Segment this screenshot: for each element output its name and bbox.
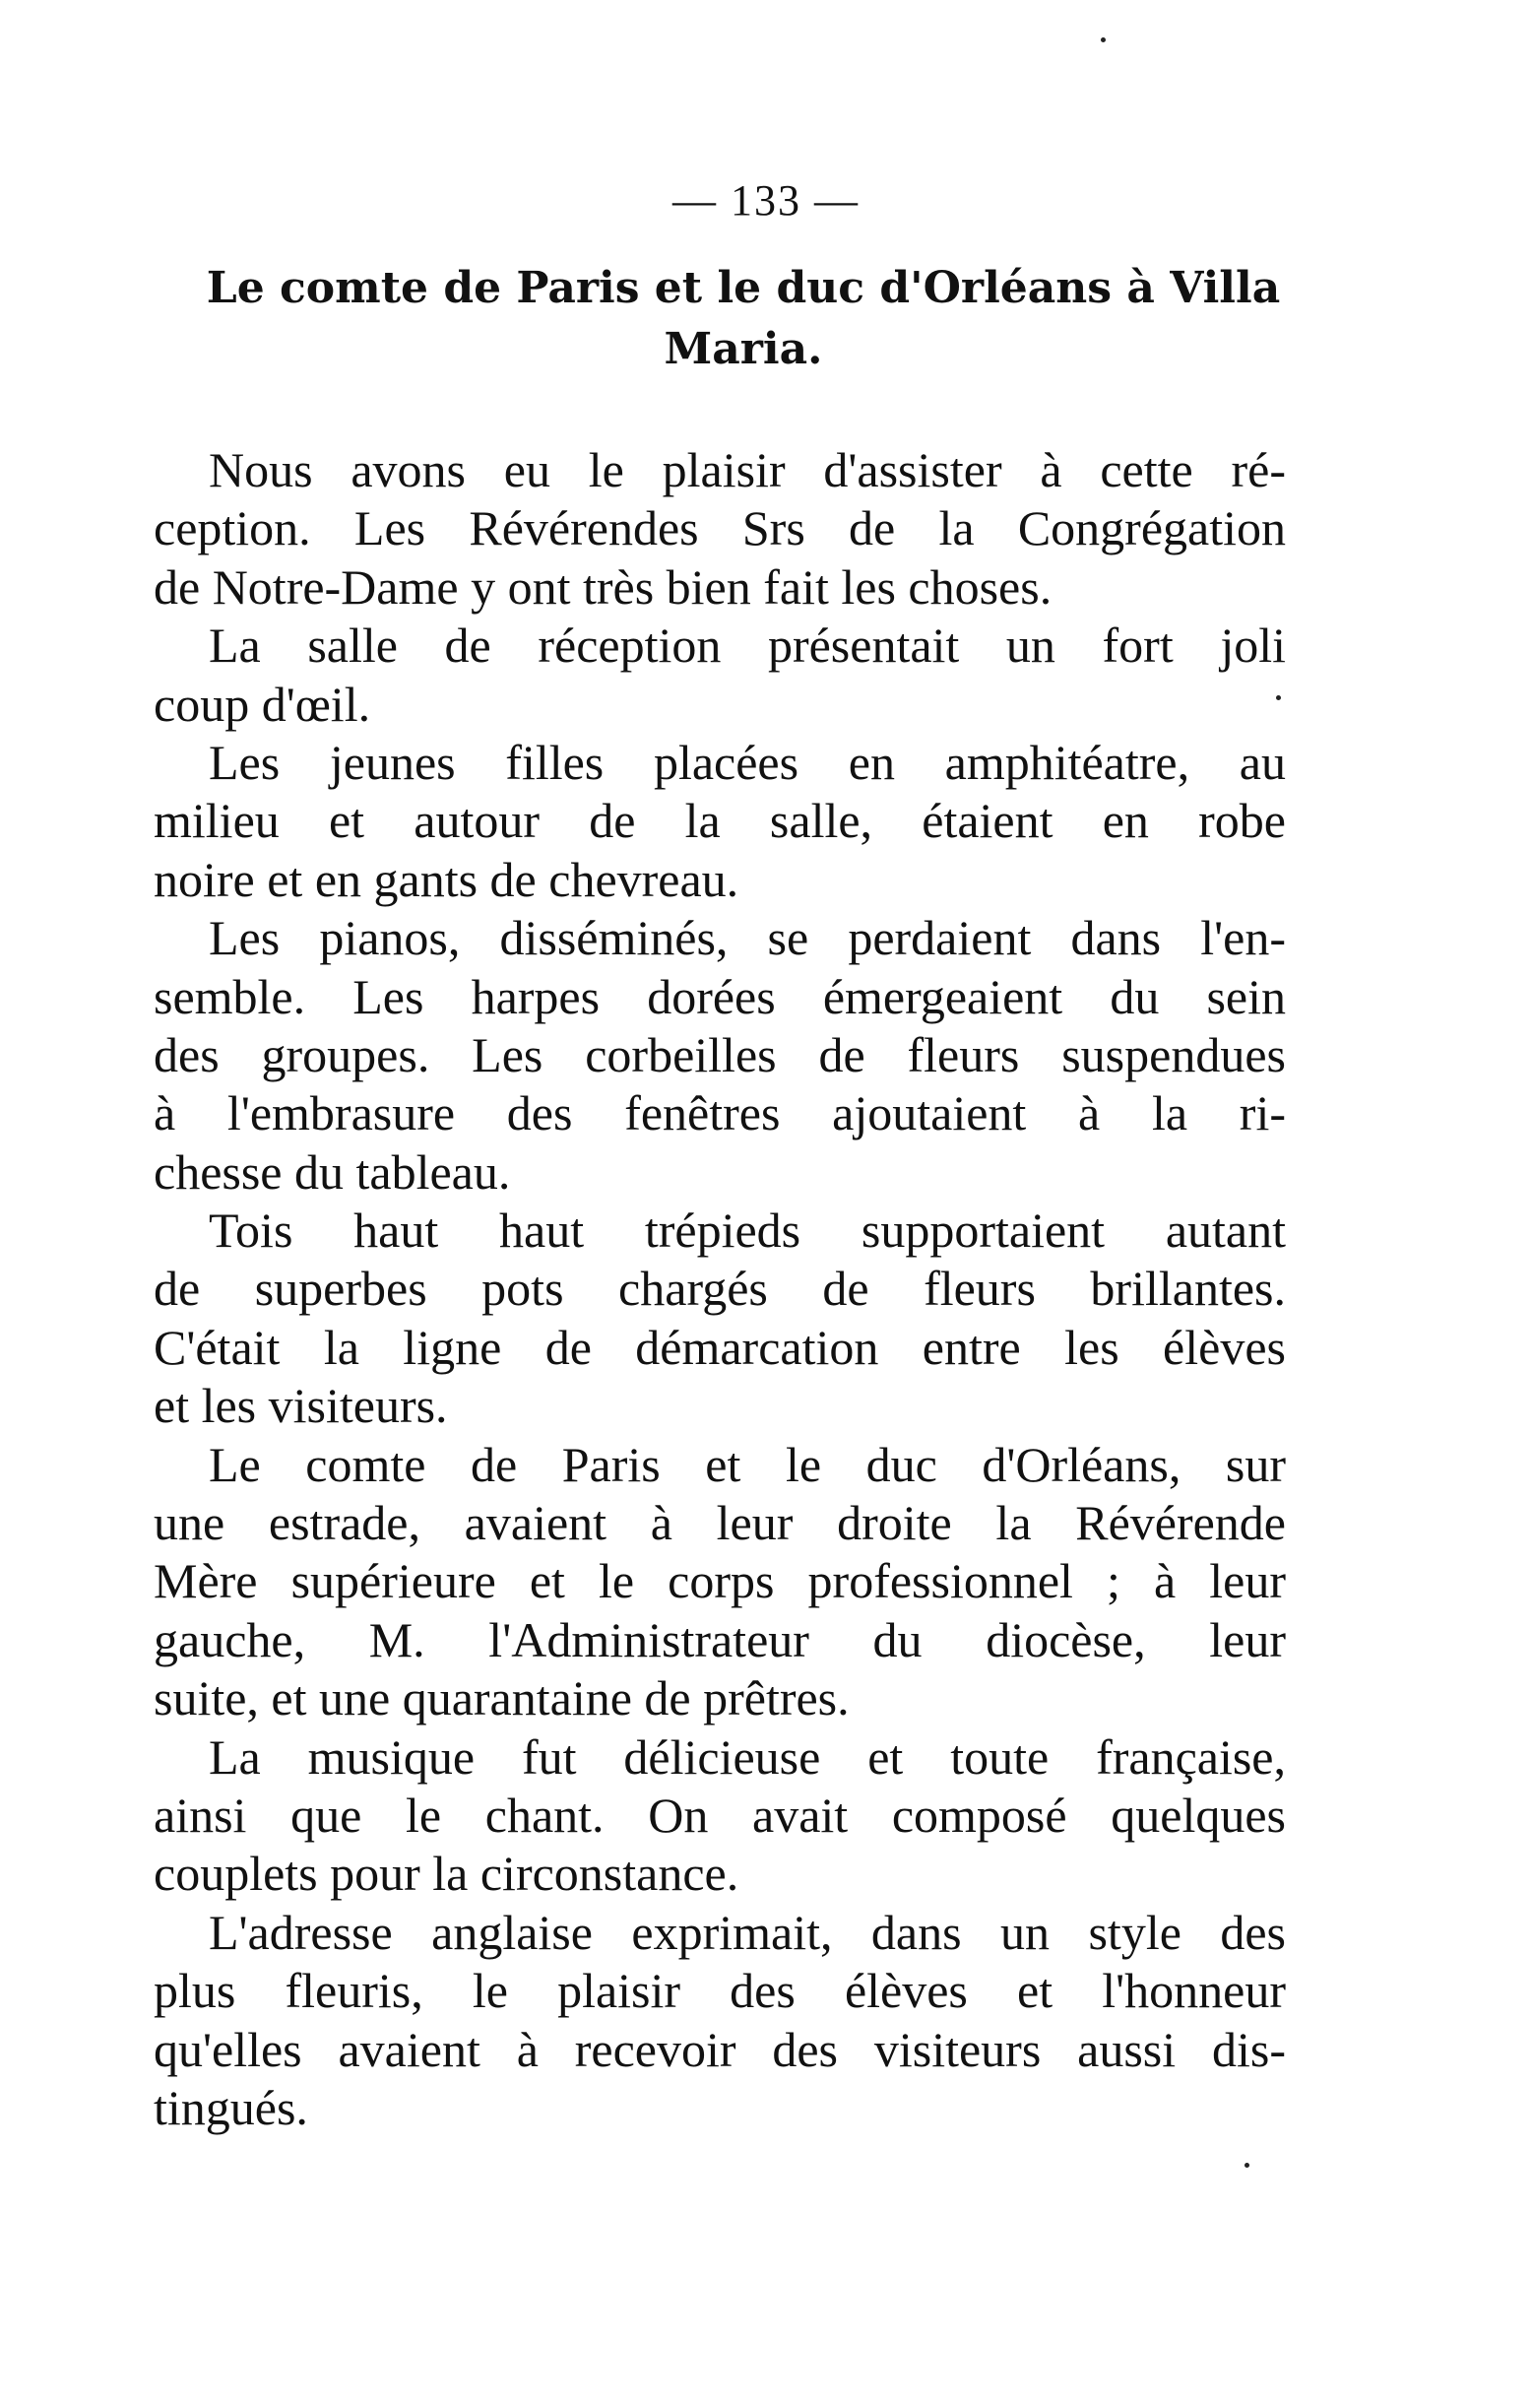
text-line: Les jeunes filles placées en amphitéatre, au <box>209 734 1286 790</box>
text-line: Les pianos, disséminés, se perdaient dans l'en- <box>209 910 1286 966</box>
text-line: qu'elles avaient à recevoir des visiteurs aussi dis- <box>154 2021 1286 2077</box>
text-line: une estrade, avaient à leur droite la Révérende <box>154 1495 1286 1551</box>
text-line: de superbes pots chargés de fleurs brillantes. <box>154 1261 1286 1317</box>
text-line: semble. Les harpes dorées émergeaient du sein <box>154 968 1286 1024</box>
text-line: couplets pour la circonstance. <box>154 1846 739 1902</box>
text-line: milieu et autour de la salle, étaient en robe <box>154 793 1286 849</box>
text-line: La musique fut délicieuse et toute française, <box>209 1728 1286 1785</box>
print-speck <box>1245 2163 1249 2168</box>
text-line: Tois haut haut trépieds supportaient autant <box>209 1203 1286 1259</box>
chapter-title-line: Le comte de Paris et le duc d'Orléans à Villa <box>206 263 1281 313</box>
text-line: chesse du tableau. <box>154 1143 511 1200</box>
body-text <box>154 441 1286 2137</box>
text-line: Mère supérieure et le corps professionnel ; à leur <box>154 1553 1286 1609</box>
chapter-title-line: Maria. <box>664 324 823 374</box>
text-line: à l'embrasure des fenêtres ajoutaient à la ri- <box>154 1085 1286 1141</box>
text-line: C'était la ligne de démarcation entre les élèves <box>154 1319 1286 1375</box>
text-line: ainsi que le chant. On avait composé quelques <box>154 1787 1286 1843</box>
text-line: L'adresse anglaise exprimait, dans un style des <box>209 1904 1286 1960</box>
text-line: Le comte de Paris et le duc d'Orléans, sur <box>209 1436 1286 1492</box>
text-line: coup d'œil. <box>154 676 371 732</box>
page-number: — 133 — <box>672 176 860 225</box>
text-line: Nous avons eu le plaisir d'assister à cette ré- <box>209 442 1286 497</box>
text-line: et les visiteurs. <box>154 1378 448 1434</box>
text-line: suite, et une quarantaine de prêtres. <box>154 1670 850 1726</box>
text-line: tingués. <box>154 2079 308 2135</box>
text-line: plus fleuris, le plaisir des élèves et l'honneur <box>154 1963 1286 2019</box>
chapter-title <box>187 258 1300 380</box>
text-line: de Notre-Dame y ont très bien fait les choses. <box>154 558 1053 615</box>
text-line: La salle de réception présentait un fort joli <box>209 618 1286 674</box>
print-speck <box>1101 37 1106 42</box>
text-line: des groupes. Les corbeilles de fleurs suspendues <box>154 1026 1286 1082</box>
text-line: ception. Les Révérendes Srs de la Congrégation <box>154 500 1286 556</box>
text-line: noire et en gants de chevreau. <box>154 851 739 907</box>
text-line: gauche, M. l'Administrateur du diocèse, leur <box>154 1611 1286 1667</box>
